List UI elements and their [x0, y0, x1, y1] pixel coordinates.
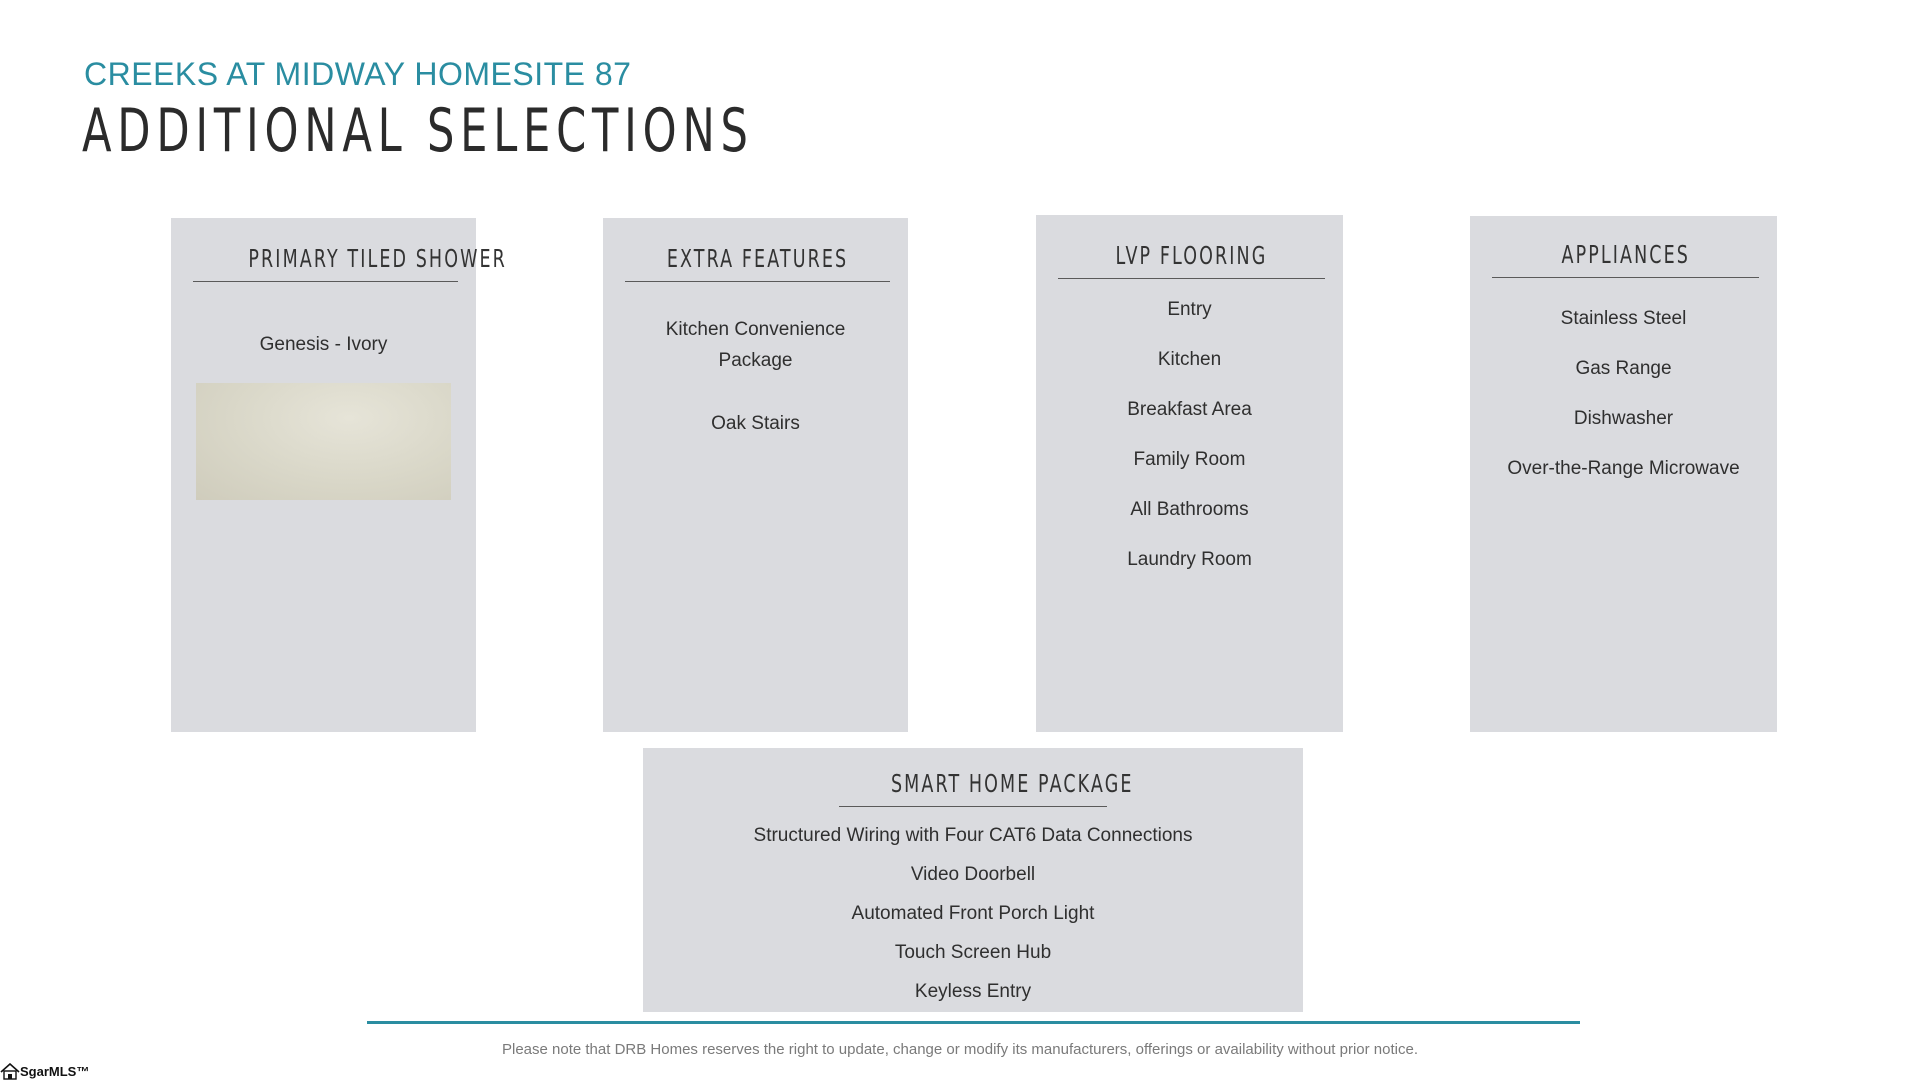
panel-item: Package: [718, 350, 793, 371]
panel-item: Automated Front Porch Light: [851, 903, 1095, 924]
panel-item: Kitchen Convenience: [665, 319, 846, 340]
panel-heading-divider: [1058, 229, 1325, 279]
panel-item: Family Room: [1133, 449, 1246, 470]
panel-item: Gas Range: [1575, 358, 1672, 379]
panel-smart-home-package: [643, 748, 1303, 1012]
panel-item: Dishwasher: [1573, 408, 1674, 429]
panel-item: Breakfast Area: [1127, 399, 1252, 420]
panel-item: Oak Stairs: [711, 413, 800, 434]
panel-heading-divider: [625, 232, 890, 282]
house-logo-icon: [0, 1063, 20, 1080]
panel-heading: EXTRA FEATURES: [666, 244, 849, 273]
panel-item: Over-the-Range Microwave: [1507, 458, 1740, 479]
panel-item: All Bathrooms: [1130, 499, 1249, 520]
panel-heading: APPLIANCES: [1561, 240, 1690, 269]
panel-heading-divider: [839, 757, 1134, 807]
panel-heading: LVP FLOORING: [1115, 241, 1268, 270]
panel-appliances: [1470, 216, 1777, 732]
panel-heading-divider: [1492, 228, 1759, 278]
panel-item: Keyless Entry: [914, 981, 1032, 1002]
panel-heading-divider: [193, 232, 507, 282]
panel-item: Genesis - Ivory: [259, 334, 388, 355]
panel-heading: PRIMARY TILED SHOWER: [248, 244, 507, 273]
panel-item: Video Doorbell: [910, 864, 1036, 885]
panel-item: Kitchen: [1157, 349, 1222, 370]
mls-watermark-text: SgarMLS™: [20, 1064, 90, 1079]
panel-item: Structured Wiring with Four CAT6 Data Connections: [753, 825, 1193, 846]
page-title: ADDITIONAL SELECTIONS: [82, 96, 754, 166]
panel-extra-features: [603, 218, 908, 732]
panel-item: Laundry Room: [1127, 549, 1252, 570]
mls-watermark: [0, 1063, 89, 1080]
panel-item: Entry: [1167, 299, 1212, 320]
panel-primary-tiled-shower: [171, 218, 507, 732]
panel-item: Touch Screen Hub: [894, 942, 1052, 963]
panel-item: Stainless Steel: [1560, 308, 1687, 329]
disclaimer-text: Please note that DRB Homes reserves the right to update, change or modify its manufacturers, offerings or availability without prior notice.: [501, 1041, 1418, 1058]
page-subtitle: CREEKS AT MIDWAY HOMESITE 87: [84, 56, 632, 92]
panel-heading: SMART HOME PACKAGE: [890, 769, 1134, 798]
tile-swatch-image: [196, 383, 451, 500]
footer-divider: [367, 1021, 1580, 1024]
panel-lvp-flooring: [1036, 215, 1343, 732]
